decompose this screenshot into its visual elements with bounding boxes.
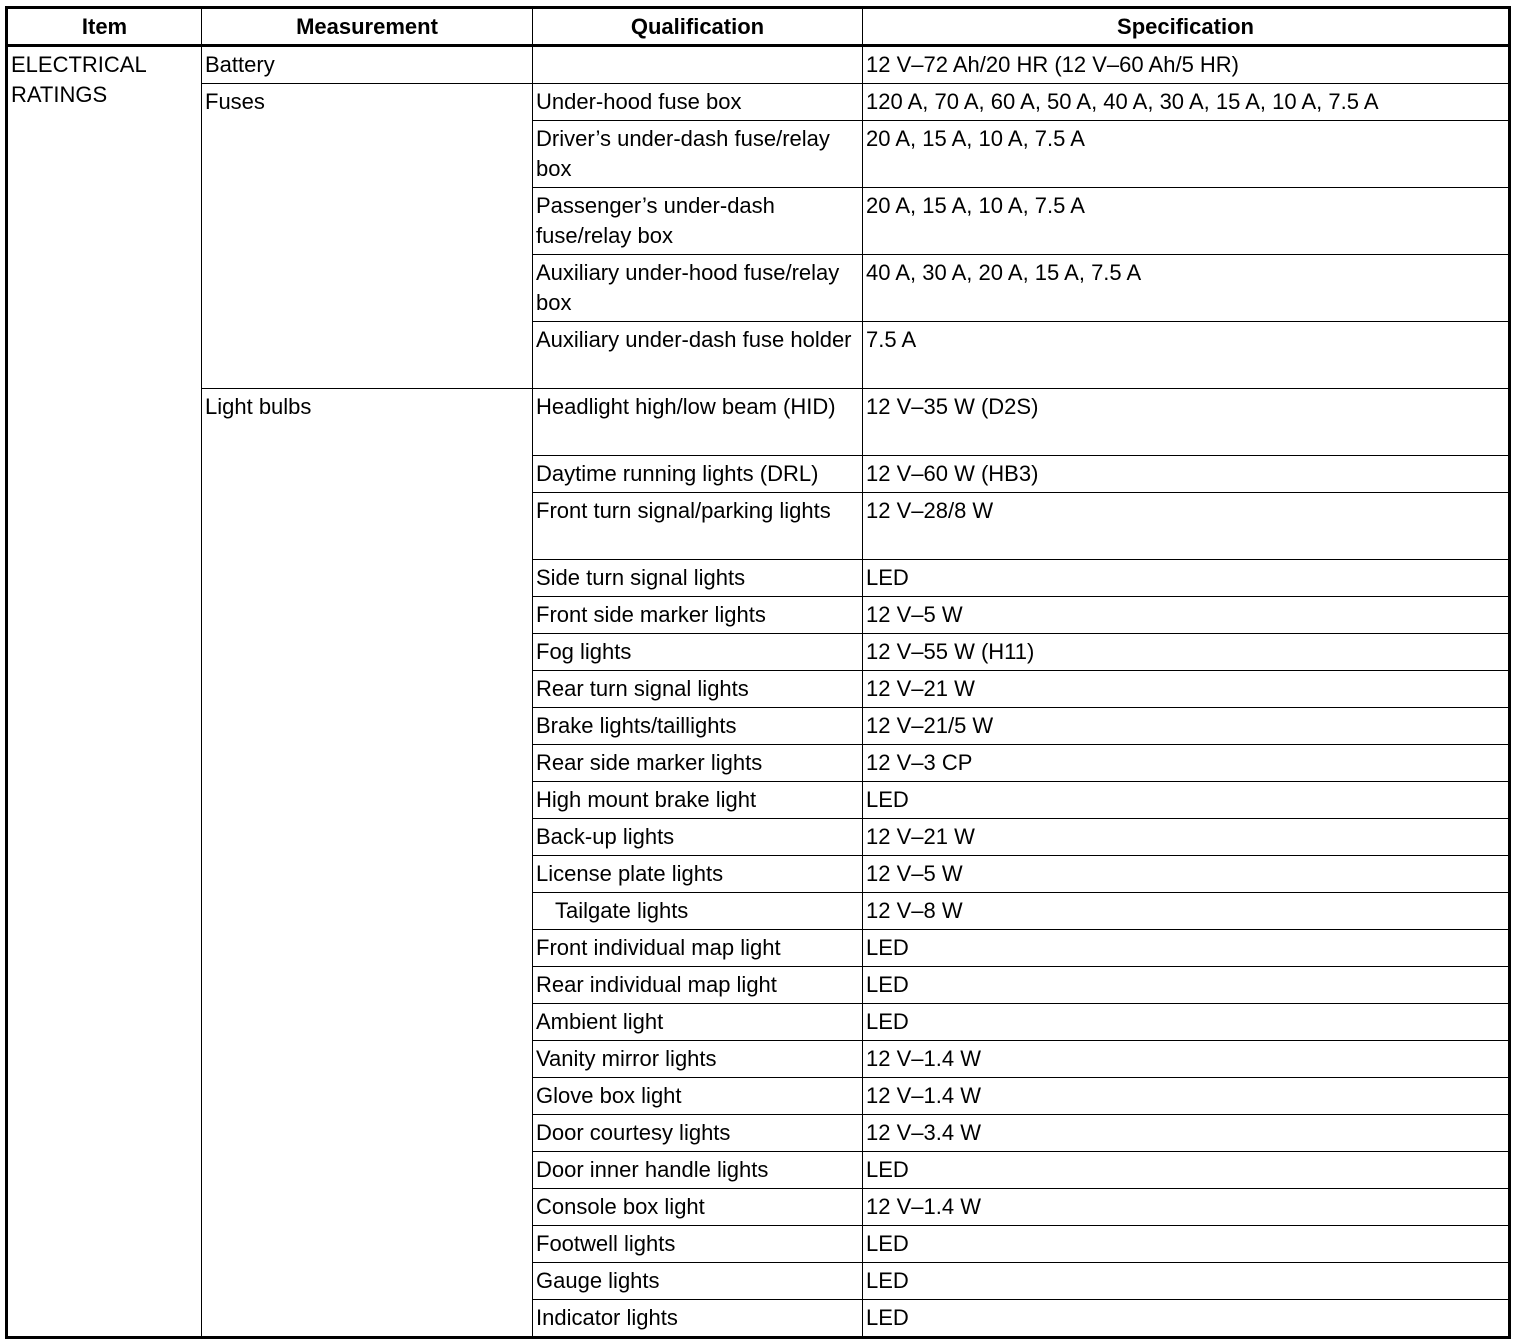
qualification-cell: Side turn signal lights bbox=[533, 560, 863, 597]
specification-cell: 12 V–55 W (H11) bbox=[863, 634, 1510, 671]
specification-cell: 12 V–8 W bbox=[863, 893, 1510, 930]
specification-cell: LED bbox=[863, 967, 1510, 1004]
qualification-cell: High mount brake light bbox=[533, 782, 863, 819]
specification-cell: 12 V–1.4 W bbox=[863, 1078, 1510, 1115]
measurement-cell: Light bulbs bbox=[202, 389, 533, 1338]
qualification-cell: Gauge lights bbox=[533, 1263, 863, 1300]
qualification-cell: Passenger’s under-dash fuse/relay box bbox=[533, 188, 863, 255]
qualification-cell: Console box light bbox=[533, 1189, 863, 1226]
specification-cell: 12 V–21 W bbox=[863, 819, 1510, 856]
specification-cell: 12 V–35 W (D2S) bbox=[863, 389, 1510, 456]
specification-cell: 12 V–5 W bbox=[863, 856, 1510, 893]
qualification-cell: Driver’s under-dash fuse/relay box bbox=[533, 121, 863, 188]
qualification-cell bbox=[533, 46, 863, 84]
qualification-cell: Headlight high/low beam (HID) bbox=[533, 389, 863, 456]
qualification-cell: Rear turn signal lights bbox=[533, 671, 863, 708]
specification-cell: 12 V–3 CP bbox=[863, 745, 1510, 782]
qualification-cell: Brake lights/taillights bbox=[533, 708, 863, 745]
qualification-cell: Footwell lights bbox=[533, 1226, 863, 1263]
specification-cell: 12 V–72 Ah/20 HR (12 V–60 Ah/5 HR) bbox=[863, 46, 1510, 84]
qualification-cell: Auxiliary under-hood fuse/relay box bbox=[533, 255, 863, 322]
specification-cell: 40 A, 30 A, 20 A, 15 A, 7.5 A bbox=[863, 255, 1510, 322]
header-item: Item bbox=[7, 8, 202, 46]
specification-cell: 12 V–1.4 W bbox=[863, 1189, 1510, 1226]
qualification-cell: Back-up lights bbox=[533, 819, 863, 856]
measurement-cell: Fuses bbox=[202, 84, 533, 389]
specification-cell: 12 V–21 W bbox=[863, 671, 1510, 708]
specification-cell: LED bbox=[863, 1300, 1510, 1338]
measurement-cell: Battery bbox=[202, 46, 533, 84]
specification-cell: 12 V–5 W bbox=[863, 597, 1510, 634]
specification-cell: 12 V–1.4 W bbox=[863, 1041, 1510, 1078]
header-specification: Specification bbox=[863, 8, 1510, 46]
specification-cell: 12 V–60 W (HB3) bbox=[863, 456, 1510, 493]
header-qualification: Qualification bbox=[533, 8, 863, 46]
qualification-cell: Ambient light bbox=[533, 1004, 863, 1041]
qualification-cell: Glove box light bbox=[533, 1078, 863, 1115]
specification-cell: 7.5 A bbox=[863, 322, 1510, 389]
specification-cell: LED bbox=[863, 930, 1510, 967]
qualification-cell: Tailgate lights bbox=[533, 893, 863, 930]
qualification-cell: Daytime running lights (DRL) bbox=[533, 456, 863, 493]
header-row bbox=[7, 8, 1510, 46]
qualification-cell: Indicator lights bbox=[533, 1300, 863, 1338]
specification-cell: 12 V–3.4 W bbox=[863, 1115, 1510, 1152]
qualification-cell: Front individual map light bbox=[533, 930, 863, 967]
specification-cell: 12 V–28/8 W bbox=[863, 493, 1510, 560]
table-row bbox=[7, 389, 1510, 456]
specification-cell: 120 A, 70 A, 60 A, 50 A, 40 A, 30 A, 15 A, 10 A, 7.5 A bbox=[863, 84, 1510, 121]
electrical-ratings-table bbox=[5, 6, 1511, 1339]
qualification-cell: Under-hood fuse box bbox=[533, 84, 863, 121]
specification-cell: LED bbox=[863, 560, 1510, 597]
qualification-cell: Auxiliary under-dash fuse holder bbox=[533, 322, 863, 389]
specification-cell: LED bbox=[863, 1263, 1510, 1300]
qualification-cell: Fog lights bbox=[533, 634, 863, 671]
specification-cell: LED bbox=[863, 1226, 1510, 1263]
item-cell: ELECTRICAL RATINGS bbox=[7, 46, 202, 1338]
specification-cell: LED bbox=[863, 1152, 1510, 1189]
header-measurement: Measurement bbox=[202, 8, 533, 46]
specification-cell: LED bbox=[863, 1004, 1510, 1041]
specification-cell: 20 A, 15 A, 10 A, 7.5 A bbox=[863, 121, 1510, 188]
qualification-cell: Door inner handle lights bbox=[533, 1152, 863, 1189]
qualification-cell: Rear individual map light bbox=[533, 967, 863, 1004]
specification-cell: LED bbox=[863, 782, 1510, 819]
specification-cell: 20 A, 15 A, 10 A, 7.5 A bbox=[863, 188, 1510, 255]
specification-cell: 12 V–21/5 W bbox=[863, 708, 1510, 745]
qualification-cell: Front turn signal/parking lights bbox=[533, 493, 863, 560]
qualification-cell: Vanity mirror lights bbox=[533, 1041, 863, 1078]
qualification-cell: License plate lights bbox=[533, 856, 863, 893]
qualification-cell: Rear side marker lights bbox=[533, 745, 863, 782]
qualification-cell: Front side marker lights bbox=[533, 597, 863, 634]
table-row bbox=[7, 84, 1510, 121]
table-row bbox=[7, 46, 1510, 84]
qualification-cell: Door courtesy lights bbox=[533, 1115, 863, 1152]
